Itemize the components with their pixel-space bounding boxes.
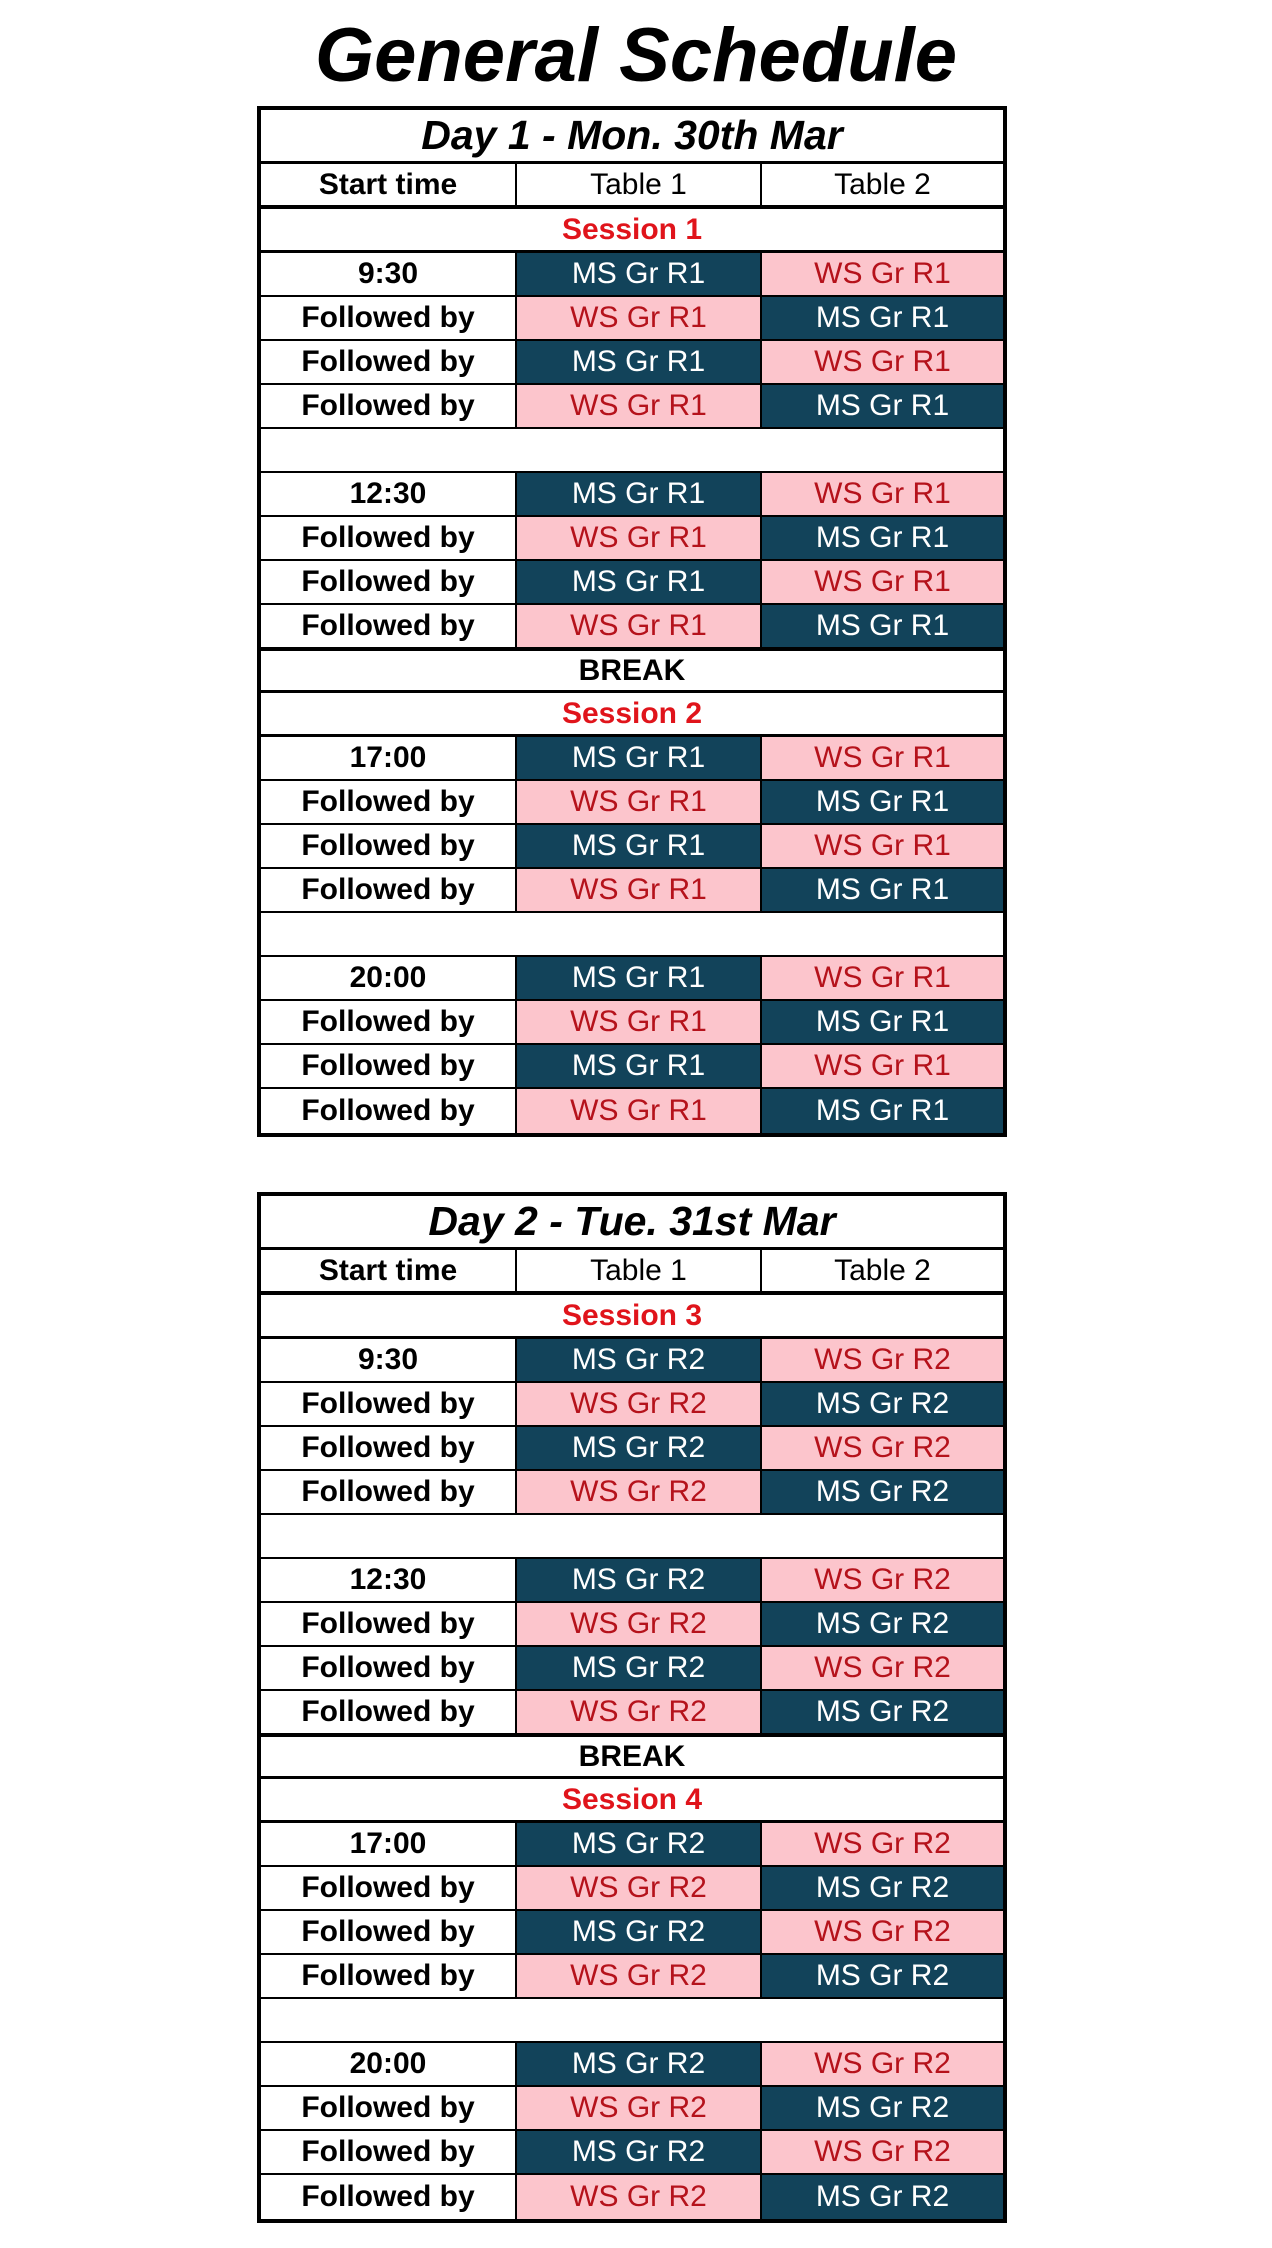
start-time-cell: Followed by <box>261 2131 517 2173</box>
schedule-row <box>261 1911 1003 1955</box>
table-1-cell: MS Gr R2 <box>517 1559 762 1601</box>
schedule-row <box>261 1823 1003 1867</box>
break-row: BREAK <box>261 1735 1003 1779</box>
table-2-cell: MS Gr R1 <box>762 385 1003 427</box>
table-1-cell: WS Gr R2 <box>517 1867 762 1909</box>
table-1-cell: WS Gr R2 <box>517 1383 762 1425</box>
day-1-schedule-table <box>257 106 1007 1137</box>
table-2-cell: WS Gr R1 <box>762 737 1003 779</box>
column-header-row <box>261 1250 1003 1295</box>
start-time-cell: Followed by <box>261 869 517 911</box>
table-2-cell: WS Gr R2 <box>762 1823 1003 1865</box>
start-time-cell: 17:00 <box>261 737 517 779</box>
start-time-cell: Followed by <box>261 2087 517 2129</box>
table-2-cell: WS Gr R1 <box>762 825 1003 867</box>
session-label: Session 2 <box>261 693 1003 737</box>
start-time-cell: Followed by <box>261 385 517 427</box>
table-1-cell: MS Gr R2 <box>517 1339 762 1381</box>
schedule-row <box>261 2043 1003 2087</box>
table-1-cell: WS Gr R2 <box>517 1691 762 1733</box>
table-1-cell: MS Gr R1 <box>517 737 762 779</box>
table-2-cell: MS Gr R1 <box>762 781 1003 823</box>
session-label: Session 4 <box>261 1779 1003 1823</box>
start-time-cell: 12:30 <box>261 473 517 515</box>
table-1-cell: WS Gr R2 <box>517 2087 762 2129</box>
header-start-time: Start time <box>261 164 517 205</box>
table-1-cell: MS Gr R2 <box>517 2043 762 2085</box>
table-2-cell: WS Gr R2 <box>762 1911 1003 1953</box>
schedule-row <box>261 1001 1003 1045</box>
session-label: Session 3 <box>261 1295 1003 1339</box>
table-1-cell: WS Gr R1 <box>517 385 762 427</box>
header-table-1: Table 1 <box>517 164 762 205</box>
start-time-cell: Followed by <box>261 1427 517 1469</box>
header-table-2: Table 2 <box>762 164 1003 205</box>
start-time-cell: Followed by <box>261 517 517 559</box>
schedule-row <box>261 1691 1003 1735</box>
page-title: General Schedule <box>314 13 958 98</box>
table-2-cell: WS Gr R1 <box>762 561 1003 603</box>
spacer-row <box>261 913 1003 957</box>
table-1-cell: WS Gr R1 <box>517 781 762 823</box>
table-2-cell: MS Gr R1 <box>762 869 1003 911</box>
header-table-1: Table 1 <box>517 1250 762 1291</box>
start-time-cell: Followed by <box>261 2175 517 2219</box>
schedule-row <box>261 517 1003 561</box>
table-1-cell: WS Gr R2 <box>517 1603 762 1645</box>
break-row: BREAK <box>261 649 1003 693</box>
table-1-cell: MS Gr R2 <box>517 1427 762 1469</box>
schedule-row <box>261 385 1003 429</box>
table-1-cell: MS Gr R1 <box>517 1045 762 1087</box>
spacer-row <box>261 429 1003 473</box>
start-time-cell: 20:00 <box>261 957 517 999</box>
column-header-row <box>261 164 1003 209</box>
schedule-row <box>261 737 1003 781</box>
schedule-row <box>261 1471 1003 1515</box>
table-1-cell: WS Gr R1 <box>517 517 762 559</box>
schedule-row <box>261 605 1003 649</box>
spacer-row <box>261 1999 1003 2043</box>
start-time-cell: Followed by <box>261 605 517 647</box>
table-1-cell: MS Gr R1 <box>517 561 762 603</box>
table-1-cell: MS Gr R2 <box>517 1911 762 1953</box>
table-1-cell: WS Gr R2 <box>517 1471 762 1513</box>
start-time-cell: Followed by <box>261 1691 517 1733</box>
schedule-row <box>261 253 1003 297</box>
start-time-cell: 20:00 <box>261 2043 517 2085</box>
table-1-cell: WS Gr R1 <box>517 605 762 647</box>
start-time-cell: 17:00 <box>261 1823 517 1865</box>
schedule-row <box>261 341 1003 385</box>
table-2-cell: WS Gr R1 <box>762 341 1003 383</box>
table-1-cell: MS Gr R2 <box>517 1647 762 1689</box>
start-time-cell: Followed by <box>261 781 517 823</box>
table-2-cell: MS Gr R1 <box>762 1001 1003 1043</box>
table-1-cell: WS Gr R1 <box>517 1001 762 1043</box>
table-2-cell: MS Gr R1 <box>762 1089 1003 1133</box>
start-time-cell: Followed by <box>261 1471 517 1513</box>
table-1-cell: WS Gr R1 <box>517 869 762 911</box>
table-2-cell: MS Gr R1 <box>762 517 1003 559</box>
schedule-row <box>261 1383 1003 1427</box>
schedule-row <box>261 1427 1003 1471</box>
table-1-cell: WS Gr R2 <box>517 1955 762 1997</box>
table-2-cell: WS Gr R1 <box>762 473 1003 515</box>
start-time-cell: Followed by <box>261 1001 517 1043</box>
table-2-cell: WS Gr R1 <box>762 1045 1003 1087</box>
schedule-row <box>261 473 1003 517</box>
table-2-cell: MS Gr R1 <box>762 605 1003 647</box>
start-time-cell: 9:30 <box>261 253 517 295</box>
schedule-row <box>261 1559 1003 1603</box>
spacer-row <box>261 1515 1003 1559</box>
table-2-cell: WS Gr R2 <box>762 1647 1003 1689</box>
table-2-cell: MS Gr R2 <box>762 1471 1003 1513</box>
start-time-cell: Followed by <box>261 561 517 603</box>
schedule-row <box>261 825 1003 869</box>
start-time-cell: Followed by <box>261 1045 517 1087</box>
start-time-cell: Followed by <box>261 825 517 867</box>
table-1-cell: MS Gr R1 <box>517 253 762 295</box>
table-2-cell: MS Gr R2 <box>762 2175 1003 2219</box>
table-2-cell: MS Gr R1 <box>762 297 1003 339</box>
schedule-row <box>261 2087 1003 2131</box>
start-time-cell: 9:30 <box>261 1339 517 1381</box>
start-time-cell: Followed by <box>261 1647 517 1689</box>
table-2-cell: WS Gr R2 <box>762 2131 1003 2173</box>
start-time-cell: Followed by <box>261 341 517 383</box>
start-time-cell: Followed by <box>261 1383 517 1425</box>
start-time-cell: Followed by <box>261 1867 517 1909</box>
session-label: Session 1 <box>261 209 1003 253</box>
schedule-row <box>261 1647 1003 1691</box>
start-time-cell: Followed by <box>261 1089 517 1133</box>
table-1-cell: WS Gr R1 <box>517 1089 762 1133</box>
schedule-row <box>261 957 1003 1001</box>
start-time-cell: Followed by <box>261 1911 517 1953</box>
schedule-row <box>261 781 1003 825</box>
schedule-row <box>261 297 1003 341</box>
start-time-cell: 12:30 <box>261 1559 517 1601</box>
day-title: Day 1 - Mon. 30th Mar <box>261 110 1003 164</box>
table-2-cell: MS Gr R2 <box>762 1383 1003 1425</box>
table-1-cell: MS Gr R1 <box>517 473 762 515</box>
table-1-cell: MS Gr R1 <box>517 957 762 999</box>
table-2-cell: WS Gr R2 <box>762 1559 1003 1601</box>
schedule-row <box>261 869 1003 913</box>
schedule-row <box>261 1603 1003 1647</box>
table-2-cell: WS Gr R1 <box>762 253 1003 295</box>
start-time-cell: Followed by <box>261 297 517 339</box>
table-2-cell: MS Gr R2 <box>762 1691 1003 1733</box>
table-2-cell: MS Gr R2 <box>762 1955 1003 1997</box>
schedule-row <box>261 2131 1003 2175</box>
table-2-cell: WS Gr R1 <box>762 957 1003 999</box>
schedule-row <box>261 2175 1003 2219</box>
table-1-cell: WS Gr R2 <box>517 2175 762 2219</box>
header-start-time: Start time <box>261 1250 517 1291</box>
schedule-row <box>261 1867 1003 1911</box>
schedule-row <box>261 1089 1003 1133</box>
schedule-row <box>261 1955 1003 1999</box>
table-1-cell: MS Gr R2 <box>517 2131 762 2173</box>
start-time-cell: Followed by <box>261 1955 517 1997</box>
table-1-cell: MS Gr R1 <box>517 341 762 383</box>
schedule-row <box>261 1045 1003 1089</box>
day-2-schedule-table <box>257 1192 1007 2223</box>
table-1-cell: MS Gr R2 <box>517 1823 762 1865</box>
schedule-row <box>261 561 1003 605</box>
table-2-cell: MS Gr R2 <box>762 1603 1003 1645</box>
table-2-cell: MS Gr R2 <box>762 1867 1003 1909</box>
start-time-cell: Followed by <box>261 1603 517 1645</box>
table-2-cell: WS Gr R2 <box>762 1427 1003 1469</box>
schedule-row <box>261 1339 1003 1383</box>
table-2-cell: WS Gr R2 <box>762 1339 1003 1381</box>
table-1-cell: WS Gr R1 <box>517 297 762 339</box>
header-table-2: Table 2 <box>762 1250 1003 1291</box>
table-1-cell: MS Gr R1 <box>517 825 762 867</box>
table-2-cell: WS Gr R2 <box>762 2043 1003 2085</box>
day-title: Day 2 - Tue. 31st Mar <box>261 1196 1003 1250</box>
table-2-cell: MS Gr R2 <box>762 2087 1003 2129</box>
